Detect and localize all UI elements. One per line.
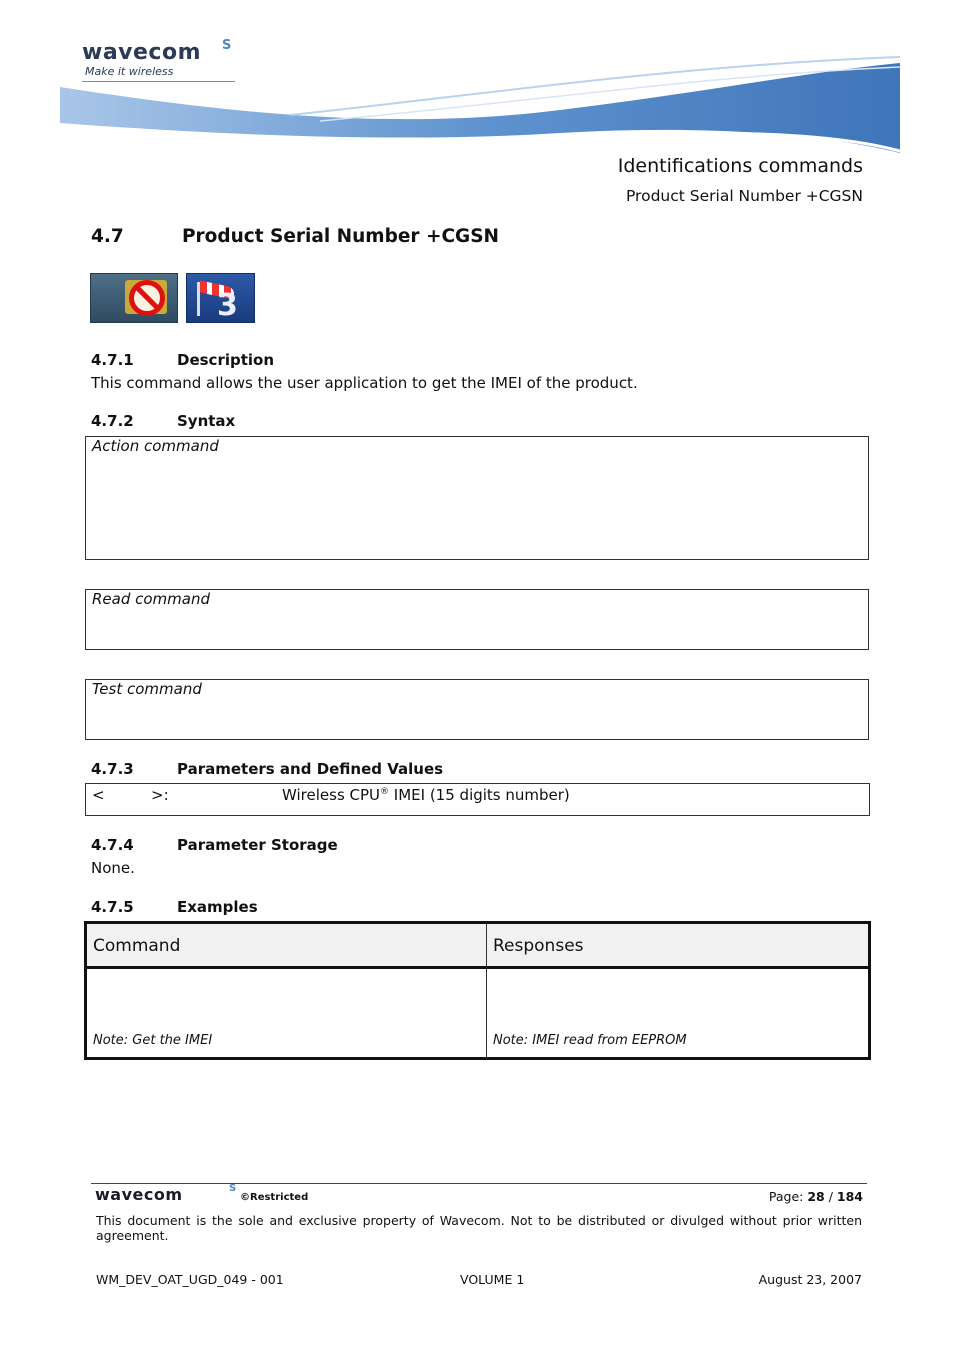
- footer-restricted: ©Restricted: [240, 1192, 309, 1203]
- test-command-label: Test command: [92, 680, 202, 698]
- wavecom-logo: wavecom: [82, 40, 202, 65]
- action-command-label: Action command: [92, 437, 219, 455]
- sim-not-required-icon: [90, 273, 178, 323]
- description-heading: 4.7.1 Description: [91, 351, 275, 369]
- footer-wavecom-logo: wavecom: [95, 1185, 183, 1204]
- storage-text: None.: [91, 859, 135, 877]
- logo-swirl-icon: S: [222, 38, 232, 53]
- footer-doc-id: WM_DEV_OAT_UGD_049 - 001: [96, 1272, 284, 1287]
- section-number: 4.7: [91, 226, 124, 247]
- syntax-heading: 4.7.2 Syntax: [91, 412, 236, 430]
- footer-notice: This document is the sole and exclusive property of Wavecom. Not to be distributed or divulged without prior written agreement.: [96, 1213, 862, 1243]
- section-heading: [91, 226, 499, 247]
- parameter-definition-box: [85, 783, 870, 816]
- parameters-heading: 4.7.3 Parameters and Defined Values: [91, 760, 444, 778]
- footer-volume: VOLUME 1: [460, 1272, 525, 1287]
- command-column-header: Command: [93, 936, 181, 956]
- examples-table-header: [87, 924, 868, 969]
- param-open-bracket: <: [92, 786, 105, 804]
- action-command-box: [85, 436, 869, 560]
- windsock-level-3-icon: 3: [186, 273, 255, 323]
- responses-column-header: Responses: [493, 936, 584, 956]
- logo-tagline: Make it wireless: [85, 65, 174, 78]
- header-subsection-title: Product Serial Number +CGSN: [625, 187, 863, 205]
- footer-page-number: Page: 28 / 184: [768, 1189, 863, 1204]
- footer-date: August 23, 2007: [758, 1272, 862, 1287]
- examples-column-divider: [486, 924, 487, 1057]
- param-close-bracket: >:: [151, 786, 169, 804]
- examples-table: [84, 921, 871, 1060]
- read-command-box: [85, 589, 869, 650]
- header-section-title: Identifications commands: [617, 155, 863, 177]
- footer-logo-swirl-icon: S: [229, 1183, 237, 1194]
- command-note: Note: Get the IMEI: [93, 1033, 213, 1048]
- description-text: This command allows the user application to get the IMEI of the product.: [91, 374, 638, 392]
- read-command-label: Read command: [92, 590, 211, 608]
- footer-rule: [91, 1183, 867, 1184]
- param-description: Wireless CPU® IMEI (15 digits number): [282, 786, 570, 804]
- test-command-box: [85, 679, 869, 740]
- section-title: Product Serial Number +CGSN: [182, 226, 500, 247]
- response-note: Note: IMEI read from EEPROM: [493, 1033, 687, 1048]
- storage-heading: 4.7.4 Parameter Storage: [91, 836, 338, 854]
- header-wave-graphic: [60, 55, 900, 155]
- examples-heading: 4.7.5 Examples: [91, 898, 258, 916]
